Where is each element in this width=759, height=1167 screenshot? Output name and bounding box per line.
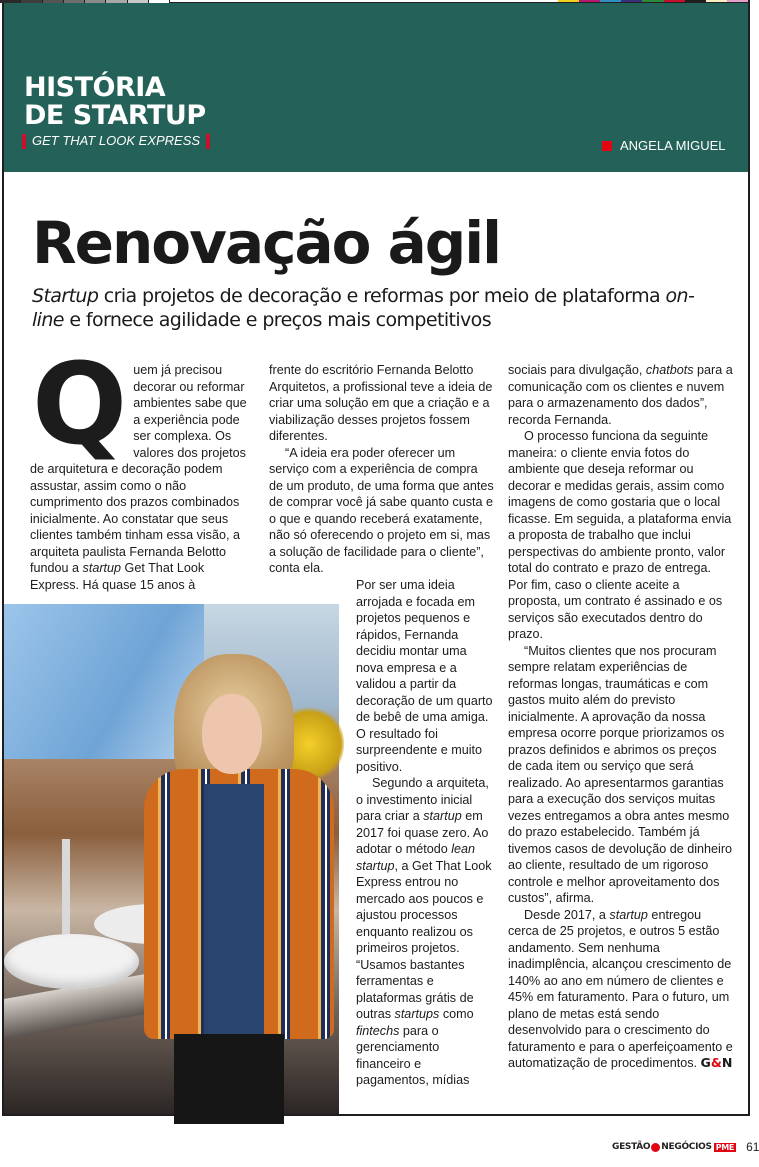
text-run: para a comunicação com os clientes e nuvem para o armazenamento dos dados”, recorda Fernanda. — [508, 363, 733, 427]
text-run: Segundo a arquiteta, o investimento inicial para criar a — [356, 776, 489, 823]
photo-sink — [4, 934, 139, 989]
deck-italic: on-line — [32, 285, 695, 331]
paragraph: O processo funciona da seguinte maneira: o cliente envia fotos do ambiente que deseja reformar ou decorar e medidas gerais, assim como imagens de como gostaria que o local ficasse. Em seguida, a plataforma envia a proposta de trabalho que inclui perspectivas do ambiente pronto, valor total do contrato e prazo de entrega. Por fim, caso o cliente aceite a proposta, um contrato é assinado e os serviços são executados dentro do prazo. — [508, 429, 732, 641]
text-run-italic: startup — [609, 907, 648, 922]
red-square-icon — [602, 141, 612, 151]
paragraph-quote: “A ideia era poder oferecer um serviço com a experiência de compra de um produto, de uma forma que antes de comprar você já sabe quanto custa e o que e quando receberá exatamente, não só oferecendo o projeto em si, mas a solução de facilidade para o cliente”, conta ela. — [269, 445, 494, 575]
logo-badge: PME — [715, 1142, 735, 1152]
photo-person-face — [202, 694, 262, 774]
portrait-photo — [4, 604, 339, 1114]
author-byline — [602, 138, 725, 153]
deck-text: e fornece agilidade e preços mais competitivos — [63, 309, 491, 331]
article-column-2-continued — [356, 577, 496, 1089]
red-bar-icon — [206, 134, 210, 149]
end-mark-g: G — [700, 1055, 711, 1070]
text-run-italic: fintechs — [356, 1023, 400, 1038]
text-run-italic: chatbots — [645, 363, 694, 377]
text-run-italic: startups — [394, 1007, 440, 1021]
text-run: Desde 2017, a — [524, 907, 610, 922]
text-run: , a Get That Look Express entrou no mercado aos poucos e ajustou processos enquanto realizou os primeiros projetos. “Usamos bastantes ferramentas e plataformas grátis de outras — [356, 858, 492, 1021]
end-mark-logo — [701, 1055, 733, 1070]
paragraph — [508, 362, 734, 428]
text-run-italic: startup — [423, 809, 462, 823]
paragraph — [508, 907, 734, 1072]
logo-text: NEGÓCIOS — [661, 1142, 712, 1152]
section-subtitle — [22, 133, 210, 149]
deck-italic: Startup — [32, 285, 99, 307]
photo-person-legs — [174, 1034, 284, 1124]
page-footer — [612, 1140, 759, 1154]
article-column-1 — [30, 340, 256, 593]
section-subtitle-text: GET THAT LOOK EXPRESS — [32, 133, 201, 148]
logo-ampersand-icon — [651, 1143, 660, 1152]
paragraph: Por ser uma ideia arrojada e focada em projetos pequenos e rápidos, Fernanda decidiu montar uma nova empresa e a validou a partir da decoração de um quarto de bebê de uma amiga. O resultado foi surpreendente e muito positivo. — [356, 578, 493, 774]
end-mark-ampersand: & — [710, 1055, 722, 1070]
paragraph-quote: “Muitos clientes que nos procuram sempre relatam experiências de reformas longas, traumáticas e com gastos muito além do previsto inicialmente. A aprovação da nossa empresa ocorre porque priorizamos os prazos definidos e abrimos os preços de cada item ou serviço que será realizado. Ao apresentarmos garantias para a execução dos serviços muitas vezes entregamos a obra antes mesmo do prazo estabelecido. Também já tivemos casos de devolução de dinheiro ao cliente, resultado de um rigoroso controle e melhor aproveitamento dos custos”, afirma. — [508, 643, 733, 905]
text-run: Get That Look Express. Há quase 15 anos à — [30, 561, 205, 592]
paragraph: frente do escritório Fernanda Belotto Arquitetos, a profissional teve a ideia de criar uma solução em que a criação e a viabilização desses projetos fossem diferentes. — [269, 363, 493, 443]
red-bar-icon — [22, 134, 26, 149]
frame-border-bottom — [2, 1114, 750, 1116]
article-column-2 — [269, 362, 495, 577]
text-run: uem já precisou decorar ou reformar ambientes sabe que a experiência pode ser complexa. Os valores dos projetos de arquitetura e decoração podem assustar, assim como o não cumprimento dos prazos combinados inicialmente. Ao constatar que seus clientes também tinham essa visão, a arquiteta paulista Fernanda Belotto fundou a — [30, 363, 247, 575]
logo-text: GESTÃO — [612, 1142, 651, 1152]
text-run-italic: startup — [82, 561, 122, 575]
photo-person-shirt — [204, 784, 264, 1034]
article-column-3 — [508, 362, 734, 1072]
section-title-line2: DE STARTUP — [24, 100, 206, 131]
article-headline: Renovação ágil — [32, 209, 501, 277]
deck-text: cria projetos de decoração e reformas por meio de plataforma — [98, 285, 666, 307]
paragraph — [356, 775, 496, 1089]
end-mark-n: N — [721, 1055, 733, 1070]
text-run: sociais para divulgação, — [508, 363, 646, 377]
article-deck — [32, 284, 722, 332]
author-name: ANGELA MIGUEL — [620, 138, 726, 153]
text-run: para o gerenciamento financeiro e pagamentos, mídias — [356, 1023, 470, 1087]
text-run-italic: lean startup — [356, 842, 476, 873]
photo-faucet — [62, 839, 70, 934]
magazine-logo — [612, 1142, 736, 1152]
section-title — [24, 74, 206, 130]
frame-border-right — [748, 0, 750, 1115]
page-number: 61 — [746, 1140, 759, 1154]
section-title-line1: HISTÓRIA — [24, 72, 166, 103]
drop-cap: Q — [32, 340, 128, 470]
text-run: como — [439, 1007, 474, 1021]
text-run: em 2017 foi quase zero. Ao adotar o método — [356, 809, 489, 856]
text-run: entregou cerca de 25 projetos, e outros 5 estão andamento. Sem nenhuma inadimplência, alcançou crescimento de 140% ao ano em número de clientes e 45% em faturamento. Para o futuro, um plano de metas está sendo desenvolvido para o crescimento do faturamento e para o aperfeiçoamento e automatização de procedimentos. — [508, 907, 733, 1070]
